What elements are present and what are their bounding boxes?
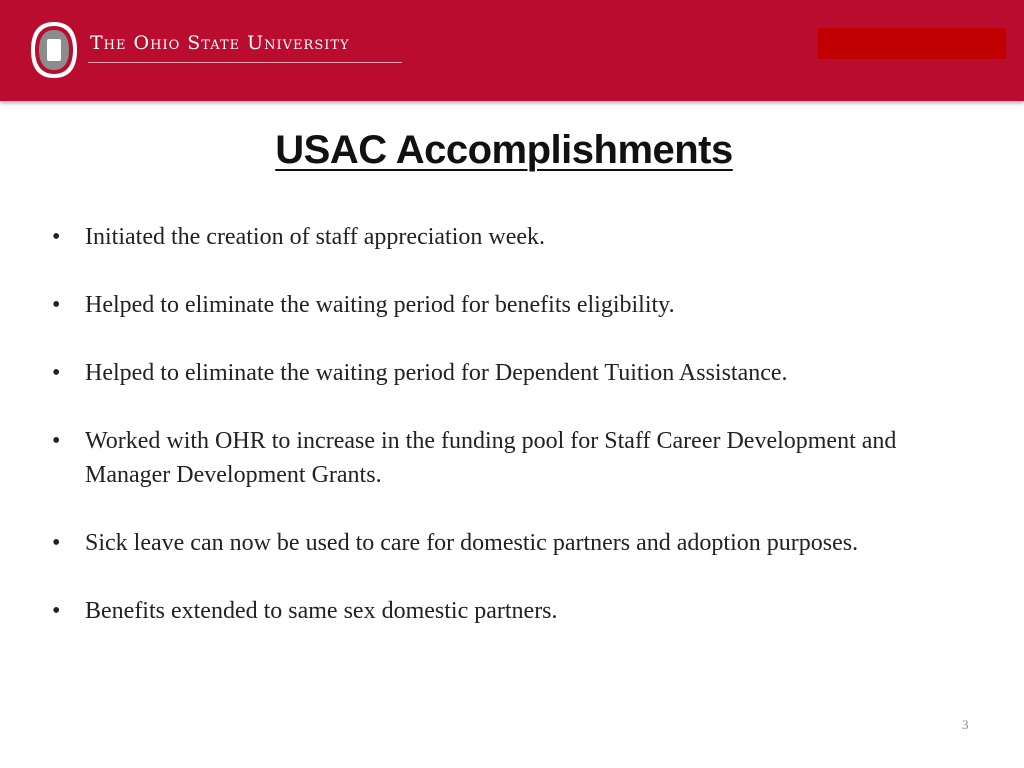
slide-title: USAC Accomplishments: [275, 128, 733, 172]
bullet-text: Initiated the creation of staff appreciation week.: [85, 224, 546, 250]
header-bar: [0, 0, 1024, 101]
university-name: The Ohio State University: [90, 32, 350, 54]
bullet-item: [48, 594, 948, 628]
block-o-logo-icon: [30, 21, 78, 79]
bullet-text: Sick leave can now be used to care for domestic partners and adoption purposes.: [85, 530, 859, 556]
bullet-dot-icon: •: [52, 224, 61, 250]
bullet-text: Worked with OHR to increase in the funding pool for Staff Career Development and Manager Development Grants.: [85, 428, 897, 488]
bullet-item: [48, 288, 948, 322]
bullet-dot-icon: •: [52, 428, 61, 454]
bullet-text: Helped to eliminate the waiting period for benefits eligibility.: [85, 292, 675, 318]
bullet-item: [48, 526, 948, 560]
bullet-dot-icon: •: [52, 360, 61, 386]
bullet-text: Helped to eliminate the waiting period for Dependent Tuition Assistance.: [85, 360, 788, 386]
bullet-dot-icon: •: [52, 292, 61, 318]
bullet-item: [48, 424, 948, 492]
header-accent-box: [818, 28, 1006, 59]
bullet-list: [48, 220, 948, 662]
bullet-dot-icon: •: [52, 530, 61, 556]
bullet-item: [48, 356, 948, 390]
bullet-item: [48, 220, 948, 254]
bullet-dot-icon: •: [52, 598, 61, 624]
page-number: 3: [962, 717, 969, 732]
bullet-text: Benefits extended to same sex domestic partners.: [85, 598, 558, 624]
name-underline: [88, 62, 402, 63]
